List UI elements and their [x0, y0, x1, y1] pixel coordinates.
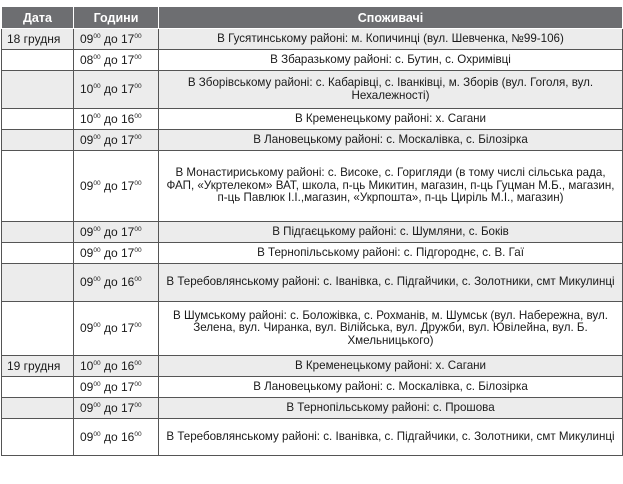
hours-to-minutes: 00: [134, 112, 142, 120]
row-date: [2, 398, 74, 419]
hours-from: 09: [80, 224, 94, 239]
hours-from: 08: [80, 52, 94, 67]
hours-to-minutes: 00: [134, 133, 142, 141]
hours-from-minutes: 00: [93, 83, 101, 91]
hours-from-minutes: 00: [93, 133, 101, 141]
table-row: [2, 222, 623, 243]
hours-from: 09: [80, 178, 94, 193]
table-row: [2, 109, 623, 130]
hours-separator: до: [103, 52, 118, 67]
hours-separator: до: [103, 379, 118, 394]
hours-to-minutes: 00: [134, 225, 142, 233]
row-hours: [74, 377, 159, 398]
hours-to-minutes: 00: [134, 322, 142, 330]
header-consumers: Споживачі: [159, 7, 623, 29]
hours-separator: до: [103, 321, 118, 336]
table-row: [2, 71, 623, 109]
hours-to: 17: [120, 82, 135, 97]
hours-to: 17: [120, 31, 135, 46]
row-date: [2, 419, 74, 456]
hours-from: 10: [80, 82, 94, 97]
hours-to: 17: [120, 132, 135, 147]
row-hours: [74, 71, 159, 109]
table-row: [2, 243, 623, 264]
row-date: [2, 302, 74, 356]
hours-to-minutes: 00: [134, 380, 142, 388]
row-consumers: В Теребовлянському районі: с. Іванівка, с. Підгайчики, с. Золотники, смт Микулинці: [159, 419, 623, 456]
table-row: [2, 419, 623, 456]
row-consumers: В Теребовлянському районі: с. Іванівка, с. Підгайчики, с. Золотники, смт Микулинці: [159, 264, 623, 302]
row-hours: [74, 222, 159, 243]
hours-to-minutes: 00: [134, 32, 142, 40]
row-hours: [74, 109, 159, 130]
row-date: [2, 264, 74, 302]
hours-separator: до: [103, 132, 118, 147]
hours-from-minutes: 00: [93, 53, 101, 61]
row-date: [2, 151, 74, 222]
row-consumers: В Кременецькому районі: х. Сагани: [159, 356, 623, 377]
table-row: [2, 356, 623, 377]
hours-to: 16: [120, 429, 135, 444]
row-hours: [74, 29, 159, 50]
row-consumers: В Лановецькому районі: с. Москалівка, с. Білозірка: [159, 377, 623, 398]
hours-from: 09: [80, 275, 94, 290]
table-row: [2, 302, 623, 356]
row-consumers: В Тернопільському районі: с. Підгороднє, с. В. Гаї: [159, 243, 623, 264]
hours-separator: до: [103, 31, 118, 46]
hours-separator: до: [103, 111, 118, 126]
hours-to-minutes: 00: [134, 276, 142, 284]
hours-from-minutes: 00: [93, 322, 101, 330]
hours-to: 17: [120, 224, 135, 239]
row-consumers: В Шумському районі: с. Боложівка, с. Рохманів, м. Шумськ (вул. Набережна, вул. Зелена, вул. Чиранка, вул. Вілійська, вул. Дружби, вул. Ювілейна, вул. Б. Хмельницького): [159, 302, 623, 356]
row-hours: [74, 264, 159, 302]
hours-separator: до: [103, 178, 118, 193]
hours-to-minutes: 00: [134, 53, 142, 61]
row-date: [2, 243, 74, 264]
hours-from: 09: [80, 429, 94, 444]
row-hours: [74, 302, 159, 356]
row-consumers: В Підгаєцькому районі: с. Шумляни, с. Боків: [159, 222, 623, 243]
row-date: 19 грудня: [2, 356, 74, 377]
row-date: [2, 50, 74, 71]
row-consumers: В Гусятинському районі: м. Копичинці (вул. Шевченка, №99-106): [159, 29, 623, 50]
hours-separator: до: [103, 275, 118, 290]
hours-from-minutes: 00: [93, 380, 101, 388]
table-body: [2, 29, 623, 456]
hours-separator: до: [103, 82, 118, 97]
hours-to: 17: [120, 321, 135, 336]
hours-from: 09: [80, 379, 94, 394]
hours-from: 09: [80, 400, 94, 415]
row-date: [2, 109, 74, 130]
hours-to: 17: [120, 52, 135, 67]
hours-to: 17: [120, 178, 135, 193]
header-date: Дата: [2, 7, 74, 29]
row-consumers: В Збаразькому районі: с. Бутин, с. Охримівці: [159, 50, 623, 71]
hours-to: 16: [120, 111, 135, 126]
hours-to-minutes: 00: [134, 359, 142, 367]
row-hours: [74, 398, 159, 419]
hours-to: 17: [120, 400, 135, 415]
hours-from-minutes: 00: [93, 246, 101, 254]
row-hours: [74, 419, 159, 456]
hours-from: 10: [80, 358, 94, 373]
table-row: [2, 50, 623, 71]
table-row: [2, 151, 623, 222]
hours-to-minutes: 00: [134, 83, 142, 91]
hours-from-minutes: 00: [93, 179, 101, 187]
table-row: [2, 29, 623, 50]
hours-from-minutes: 00: [93, 401, 101, 409]
hours-to: 16: [120, 275, 135, 290]
hours-separator: до: [103, 400, 118, 415]
hours-from-minutes: 00: [93, 112, 101, 120]
hours-to-minutes: 00: [134, 246, 142, 254]
table-header-row: [2, 7, 623, 29]
row-hours: [74, 130, 159, 151]
hours-to: 16: [120, 358, 135, 373]
hours-to-minutes: 00: [134, 430, 142, 438]
hours-from: 09: [80, 245, 94, 260]
row-consumers: В Кременецькому районі: х. Сагани: [159, 109, 623, 130]
hours-from-minutes: 00: [93, 276, 101, 284]
row-date: [2, 71, 74, 109]
hours-separator: до: [103, 245, 118, 260]
row-consumers: В Лановецькому районі: с. Москалівка, с. Білозірка: [159, 130, 623, 151]
hours-separator: до: [103, 429, 118, 444]
row-consumers: В Тернопільському районі: с. Прошова: [159, 398, 623, 419]
row-hours: [74, 50, 159, 71]
table-row: [2, 398, 623, 419]
outage-schedule-table: [1, 6, 623, 456]
hours-to-minutes: 00: [134, 401, 142, 409]
row-date: [2, 377, 74, 398]
hours-separator: до: [103, 224, 118, 239]
row-hours: [74, 151, 159, 222]
row-consumers: В Монастириському районі: с. Високе, с. Горигляди (в тому числі сільська рада, ФАП, «Укртелеком» ВАТ, школа, п-ць Микитин, магазин, п-ць Гуцман М.Б., магазин, п-ць Павлюк І.І.,магазин, «Укрпошта», п-ць Циріль М.І., магазин): [159, 151, 623, 222]
row-hours: [74, 356, 159, 377]
hours-from-minutes: 00: [93, 225, 101, 233]
hours-from: 10: [80, 111, 94, 126]
hours-from-minutes: 00: [93, 359, 101, 367]
row-hours: [74, 243, 159, 264]
row-date: [2, 222, 74, 243]
hours-to-minutes: 00: [134, 179, 142, 187]
hours-from: 09: [80, 31, 94, 46]
hours-from-minutes: 00: [93, 32, 101, 40]
hours-separator: до: [103, 358, 118, 373]
table-row: [2, 264, 623, 302]
table-row: [2, 377, 623, 398]
table-row: [2, 130, 623, 151]
hours-to: 17: [120, 379, 135, 394]
hours-from: 09: [80, 132, 94, 147]
hours-from-minutes: 00: [93, 430, 101, 438]
row-date: 18 грудня: [2, 29, 74, 50]
row-date: [2, 130, 74, 151]
hours-from: 09: [80, 321, 94, 336]
row-consumers: В Зборівському районі: с. Кабарівці, с. Іванківці, м. Зборів (вул. Гоголя, вул. Нехалежності): [159, 71, 623, 109]
header-hours: Години: [74, 7, 159, 29]
hours-to: 17: [120, 245, 135, 260]
